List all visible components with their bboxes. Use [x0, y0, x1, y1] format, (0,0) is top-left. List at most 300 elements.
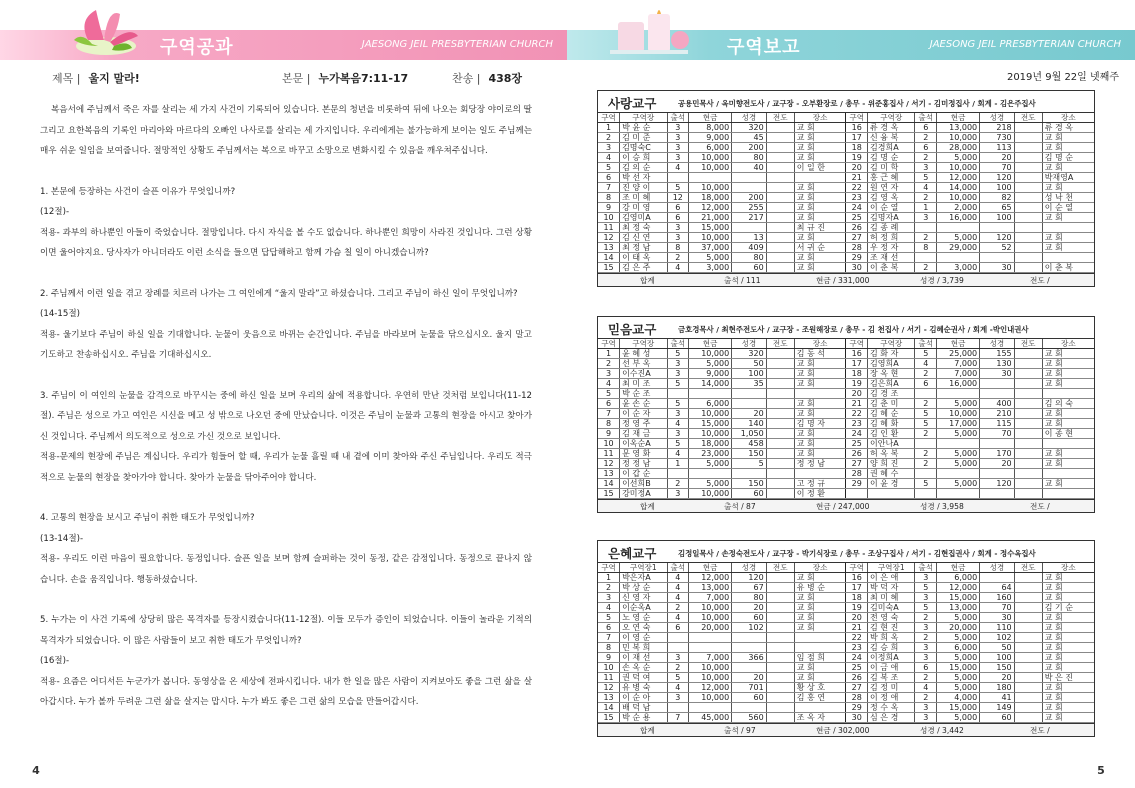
table-cell: 218	[980, 123, 1015, 133]
table-cell	[766, 369, 794, 379]
table-cell: 양 희 진	[868, 459, 915, 469]
question-5: 5. 누가는 이 사건 기록에 상당히 많은 목격자를 등장시켰습니다(11-12절). 이들 모두가 증인이 되었습니다. 이들이 놀라운 기적의 목격자가 되었습니다. 이 많은 사람들이 보고 취한 태도가 무엇입니까? (16절)- 적용- 요즘은 어디서든 누군가가 봅니다. 동영상을 온 세상에 전파시킵니다. 내가 한 일을 많은 사람이 지켜보아도 좋을 그런 삶을 살아갑시다. 누가 볼까 두려운 그런 삶을 살지는 맙시다. 누가 봐도 좋은 그런 삶의 모습을 만들어갑시다.	[40, 615, 532, 707]
table-cell	[1014, 213, 1042, 223]
totals-attendance: 출석 / 87	[724, 502, 756, 512]
table-cell: 3	[915, 213, 937, 223]
table-cell: 김 현 진	[868, 623, 915, 633]
table-cell	[1014, 663, 1042, 673]
table-cell: 150	[980, 663, 1015, 673]
table-cell: 5	[732, 459, 767, 469]
table-cell	[667, 173, 689, 183]
table-cell: 4	[667, 163, 689, 173]
column-header: 전도	[1014, 563, 1042, 573]
table-cell: 67	[732, 583, 767, 593]
table-cell: 이 춘 복	[1042, 263, 1094, 273]
table-row	[598, 613, 1094, 623]
column-header: 구역장	[868, 113, 915, 123]
table-cell: 허 옥 복	[868, 449, 915, 459]
table-cell	[1014, 683, 1042, 693]
table-cell: 조 옥 자	[794, 713, 846, 723]
table-cell: 배 덕 남	[620, 703, 667, 713]
table-cell	[766, 123, 794, 133]
totals-label: 합계	[640, 502, 655, 512]
table-cell: 최 미 혜	[868, 593, 915, 603]
table-cell: 6	[915, 143, 937, 153]
table-cell: 10,000	[689, 673, 732, 683]
totals-evangelism: 전도 /	[1030, 276, 1050, 286]
table-row	[598, 653, 1094, 663]
table-cell: 19	[846, 153, 868, 163]
table-cell: 120	[980, 173, 1015, 183]
table-cell: 2	[598, 133, 620, 143]
table-cell: 김 종 례	[868, 223, 915, 233]
table-cell: 교 회	[1042, 349, 1094, 359]
table-cell: 교 회	[794, 379, 846, 389]
table-cell: 이 순 자	[620, 409, 667, 419]
table-cell	[766, 573, 794, 583]
table-cell: 교 회	[794, 613, 846, 623]
table-cell: 교 회	[794, 263, 846, 273]
table-cell: 14	[598, 253, 620, 263]
table-cell	[1042, 223, 1094, 233]
table-cell: 교 회	[1042, 643, 1094, 653]
table-cell: 11	[598, 673, 620, 683]
table-cell	[667, 389, 689, 399]
table-cell: 3	[915, 623, 937, 633]
table-cell: 14	[598, 703, 620, 713]
table-cell: 7,000	[937, 369, 980, 379]
table-cell: 김은희A	[868, 379, 915, 389]
table-cell	[689, 633, 732, 643]
table-cell: 12	[598, 233, 620, 243]
table-cell: 80	[732, 593, 767, 603]
table-cell: 5	[915, 173, 937, 183]
table-cell	[766, 469, 794, 479]
table-cell: 최 정 남	[620, 243, 667, 253]
table-cell	[1014, 183, 1042, 193]
table-cell: 30	[980, 369, 1015, 379]
table-cell: 이 춘 복	[868, 263, 915, 273]
table-cell	[980, 469, 1015, 479]
table-cell	[1014, 573, 1042, 583]
table-cell: 교 회	[1042, 133, 1094, 143]
table-cell: 김 동 석	[794, 349, 846, 359]
table-cell	[1014, 263, 1042, 273]
table-cell: 400	[980, 399, 1015, 409]
table-cell: 28	[846, 693, 868, 703]
table-cell	[794, 643, 846, 653]
lesson-body	[40, 100, 535, 713]
table-cell	[980, 439, 1015, 449]
table-cell: 4	[598, 603, 620, 613]
table-cell	[980, 389, 1015, 399]
table-cell	[667, 703, 689, 713]
table-cell: 21,000	[689, 213, 732, 223]
question-4: 4. 고통의 현장을 보시고 주님이 취한 태도가 무엇입니까? (13-14절)- 적용- 우리도 이런 마음이 필요합니다. 동정입니다. 슬픈 일을 보며 함께 슬퍼하는 것이 동정, 같은 감정입니다. 동정으로 끝나지 않습니다. 손을 움직입니다. 행동하셨습니다.	[40, 513, 532, 585]
district-totals	[598, 499, 1094, 512]
table-cell: 5,000	[937, 613, 980, 623]
table-cell: 교 회	[794, 143, 846, 153]
table-cell: 교 회	[1042, 233, 1094, 243]
table-cell: 12,000	[689, 683, 732, 693]
column-header: 성경	[980, 339, 1015, 349]
table-cell: 이 은 애	[868, 573, 915, 583]
district-report-grace	[597, 540, 1095, 737]
table-cell: 130	[980, 359, 1015, 369]
table-cell: 8,000	[689, 123, 732, 133]
table-cell: 10,000	[937, 193, 980, 203]
totals-offering: 현금 / 247,000	[816, 502, 870, 512]
table-cell: 10	[598, 663, 620, 673]
table-cell	[667, 633, 689, 643]
table-cell: 김 홍 연	[794, 693, 846, 703]
column-header: 전도	[1014, 339, 1042, 349]
totals-bible: 성경 / 3,739	[920, 276, 964, 286]
table-cell	[766, 653, 794, 663]
table-cell: 16,000	[937, 213, 980, 223]
table-cell: 3	[598, 593, 620, 603]
table-cell: 9,000	[689, 369, 732, 379]
district-staff: 공용민목사 / 옥미향전도사 / 교구장 - 오부환장로 / 총무 - 위준홍집사 / 서기 - 김미정집사 / 회계 - 김은주집사	[678, 99, 1036, 108]
table-cell: 5,000	[937, 429, 980, 439]
table-cell: 5,000	[937, 713, 980, 723]
table-cell: 선 부 옥	[620, 359, 667, 369]
table-cell: 이 순 열	[868, 203, 915, 213]
table-cell: 4	[667, 449, 689, 459]
table-row	[598, 153, 1094, 163]
table-cell: 2	[598, 583, 620, 593]
table-cell	[915, 439, 937, 449]
lesson-title: 울지 말라!	[88, 72, 140, 85]
table-row	[598, 573, 1094, 583]
table-cell	[915, 253, 937, 263]
table-cell	[794, 703, 846, 713]
table-cell	[980, 253, 1015, 263]
table-cell	[1014, 459, 1042, 469]
table-cell: 6	[667, 623, 689, 633]
totals-bible: 성경 / 3,958	[920, 502, 964, 512]
table-cell: 5,000	[937, 633, 980, 643]
table-cell: 10,000	[689, 163, 732, 173]
table-cell: 22	[846, 633, 868, 643]
table-cell: 박은자A	[620, 573, 667, 583]
table-cell: 교 회	[1042, 613, 1094, 623]
table-cell: 교 회	[1042, 593, 1094, 603]
table-cell: 7	[667, 713, 689, 723]
table-cell: 3	[667, 359, 689, 369]
table-cell: 2	[915, 673, 937, 683]
lesson-meta	[52, 70, 547, 88]
table-cell: 진 양 이	[620, 183, 667, 193]
table-cell	[766, 623, 794, 633]
table-cell: 10	[598, 213, 620, 223]
hymn-label: 찬송 |	[452, 72, 481, 85]
table-cell: 조 미 혜	[620, 193, 667, 203]
table-cell: 16	[846, 573, 868, 583]
table-cell: 이 윤 경	[868, 479, 915, 489]
table-cell	[1014, 593, 1042, 603]
table-cell: 2	[915, 193, 937, 203]
table-cell: 7,000	[689, 653, 732, 663]
table-cell: 4	[667, 419, 689, 429]
page-number-left-text: 4	[32, 764, 40, 777]
table-cell: 1	[915, 203, 937, 213]
column-header: 구역장1	[868, 563, 915, 573]
table-cell: 12,000	[689, 573, 732, 583]
table-cell	[937, 439, 980, 449]
table-cell: 박 상 순	[620, 583, 667, 593]
table-cell: 교 회	[794, 183, 846, 193]
table-cell: 217	[732, 213, 767, 223]
table-cell: 김경희A	[868, 143, 915, 153]
table-cell: 27	[846, 683, 868, 693]
table-cell: 고 정 규	[794, 479, 846, 489]
table-cell: 3	[667, 143, 689, 153]
table-cell: 박 은 진	[1042, 673, 1094, 683]
table-cell: 27	[846, 459, 868, 469]
table-cell	[766, 223, 794, 233]
table-row	[598, 133, 1094, 143]
table-cell: 4	[667, 263, 689, 273]
table-cell: 26	[846, 449, 868, 459]
table-cell: 7	[598, 409, 620, 419]
table-cell: 2	[915, 693, 937, 703]
table-row	[598, 233, 1094, 243]
table-cell: 20	[846, 613, 868, 623]
table-cell	[732, 633, 767, 643]
table-cell	[1014, 123, 1042, 133]
table-cell: 16	[846, 349, 868, 359]
table-cell	[766, 359, 794, 369]
table-cell: 4	[667, 683, 689, 693]
table-cell: 13	[598, 469, 620, 479]
table-cell: 교 회	[794, 623, 846, 633]
table-cell	[766, 643, 794, 653]
table-row	[598, 143, 1094, 153]
table-cell: 10	[598, 439, 620, 449]
table-cell: 4	[598, 153, 620, 163]
table-row	[598, 633, 1094, 643]
column-header: 구역	[846, 563, 868, 573]
column-header: 전도	[766, 339, 794, 349]
table-cell: 160	[980, 593, 1015, 603]
table-cell: 교 회	[1042, 143, 1094, 153]
table-cell	[868, 489, 915, 499]
table-cell: 5,000	[937, 683, 980, 693]
table-cell: 3	[915, 573, 937, 583]
table-cell	[766, 449, 794, 459]
table-cell: 황 상 호	[794, 683, 846, 693]
table-cell: 4	[667, 573, 689, 583]
table-cell: 교 회	[1042, 633, 1094, 643]
table-cell	[1014, 643, 1042, 653]
column-header: 장소	[794, 563, 846, 573]
table-cell: 18,000	[689, 439, 732, 449]
table-cell	[766, 163, 794, 173]
table-cell: 320	[732, 349, 767, 359]
table-cell: 20	[732, 409, 767, 419]
table-cell: 4	[915, 359, 937, 369]
table-cell: 교 회	[1042, 459, 1094, 469]
table-row	[598, 469, 1094, 479]
table-cell: 4,000	[937, 693, 980, 703]
table-cell: 120	[980, 233, 1015, 243]
table-cell: 17	[846, 359, 868, 369]
table-cell	[1014, 153, 1042, 163]
column-header: 출석	[915, 339, 937, 349]
table-cell: 4	[667, 583, 689, 593]
column-header: 구역장	[620, 339, 667, 349]
table-cell: 교 회	[1042, 693, 1094, 703]
table-cell: 210	[980, 409, 1015, 419]
table-cell	[766, 489, 794, 499]
table-cell: 20	[980, 459, 1015, 469]
table-cell: 8	[598, 193, 620, 203]
table-cell: 409	[732, 243, 767, 253]
table-cell	[937, 389, 980, 399]
table-row	[598, 713, 1094, 723]
table-row	[598, 163, 1094, 173]
table-cell: 박재영A	[1042, 173, 1094, 183]
table-cell: 김 미 학	[868, 163, 915, 173]
table-cell: 18	[846, 593, 868, 603]
table-cell: 10,000	[937, 409, 980, 419]
table-cell: 3	[915, 593, 937, 603]
table-cell: 5,000	[689, 359, 732, 369]
table-cell: 문 영 화	[620, 449, 667, 459]
table-cell: 17	[846, 133, 868, 143]
table-cell: 성 낙 천	[1042, 193, 1094, 203]
table-cell: 82	[980, 193, 1015, 203]
table-cell: 2	[915, 613, 937, 623]
table-cell: 5,000	[937, 233, 980, 243]
table-cell	[937, 223, 980, 233]
page-number-right	[1087, 762, 1115, 780]
table-cell: 10,000	[689, 603, 732, 613]
table-cell: 2	[667, 603, 689, 613]
table-cell: 1	[598, 573, 620, 583]
table-cell: 6	[667, 213, 689, 223]
table-cell: 김 혜 화	[868, 419, 915, 429]
table-cell: 15,000	[937, 593, 980, 603]
table-cell: 30	[980, 263, 1015, 273]
table-cell: 교 회	[794, 359, 846, 369]
table-cell: 최 미 조	[620, 379, 667, 389]
table-cell: 25,000	[937, 349, 980, 359]
column-header: 현금	[689, 339, 732, 349]
table-cell: 교 회	[794, 213, 846, 223]
table-cell	[766, 683, 794, 693]
table-cell: 10,000	[689, 233, 732, 243]
column-header: 구역	[598, 563, 620, 573]
table-cell: 22	[846, 409, 868, 419]
table-cell: 교 회	[1042, 573, 1094, 583]
table-cell	[766, 673, 794, 683]
column-header: 현금	[689, 113, 732, 123]
table-cell: 2	[667, 479, 689, 489]
table-cell: 3	[598, 143, 620, 153]
table-cell: 29	[846, 703, 868, 713]
table-cell: 9	[598, 429, 620, 439]
table-cell: 149	[980, 703, 1015, 713]
table-cell	[766, 593, 794, 603]
table-cell: 김 복 조	[868, 673, 915, 683]
table-header-row	[598, 563, 1094, 573]
table-cell: 5,000	[937, 653, 980, 663]
table-cell: 4	[915, 683, 937, 693]
table-cell: 2	[915, 399, 937, 409]
table-cell	[1042, 489, 1094, 499]
totals-offering: 현금 / 331,000	[816, 276, 870, 286]
table-cell	[937, 489, 980, 499]
table-cell	[766, 703, 794, 713]
table-cell: 20	[846, 163, 868, 173]
table-cell	[1014, 243, 1042, 253]
table-cell: 2	[915, 633, 937, 643]
table-header-row	[598, 113, 1094, 123]
table-cell: 366	[732, 653, 767, 663]
candle-decoration	[600, 0, 695, 60]
table-cell: 교 회	[794, 153, 846, 163]
table-cell	[766, 243, 794, 253]
table-cell	[766, 193, 794, 203]
table-cell	[1014, 163, 1042, 173]
table-cell	[1014, 633, 1042, 643]
totals-offering: 현금 / 302,000	[816, 726, 870, 736]
table-cell: 6	[598, 399, 620, 409]
column-header: 출석	[915, 113, 937, 123]
table-cell: 23	[846, 643, 868, 653]
table-cell: 교 회	[1042, 183, 1094, 193]
table-row	[598, 693, 1094, 703]
table-cell	[766, 399, 794, 409]
page-number-right-text: 5	[1097, 764, 1105, 777]
table-cell: 11	[598, 449, 620, 459]
table-cell: 21	[846, 399, 868, 409]
district-report-love	[597, 90, 1095, 287]
table-cell: 교 회	[1042, 583, 1094, 593]
table-cell: 이 태 옥	[620, 253, 667, 263]
district-header	[598, 91, 1094, 113]
table-cell	[1014, 623, 1042, 633]
table-cell: 신 영 자	[620, 593, 667, 603]
table-cell: 김미숙A	[868, 603, 915, 613]
table-row	[598, 583, 1094, 593]
table-cell: 26	[846, 673, 868, 683]
table-cell: 김 명 자	[794, 419, 846, 429]
table-cell	[1014, 419, 1042, 429]
table-cell: 김 화 자	[868, 349, 915, 359]
table-cell	[766, 479, 794, 489]
table-cell: 10,000	[689, 489, 732, 499]
totals-label: 합계	[640, 726, 655, 736]
table-cell: 최 정 숙	[620, 223, 667, 233]
table-cell: 10,000	[689, 409, 732, 419]
table-cell	[1014, 713, 1042, 723]
table-cell: 손 옥 순	[620, 663, 667, 673]
column-header: 구역	[598, 113, 620, 123]
table-cell: 140	[732, 419, 767, 429]
table-cell: 3	[667, 489, 689, 499]
table-cell	[766, 143, 794, 153]
table-row	[598, 369, 1094, 379]
question-3: 3. 주님이 이 여인의 눈물을 감격으로 바꾸시는 중에 하신 일을 보며 우리의 삶에 적용합니다. 우연히 만난 것처럼 보입니다(11-12절). 주님은 성으로 가고 여인은 시신을 메고 성 밖으로 나오던 중에 만났습니다. 이것은 주님이 눈물과 고통의 현장을 아시고 찾아가신 것입니다. 주님께서 의도적으로 성으로 가신 것으로 보입니다. 적용-문제의 현장에 주님은 계십니다. 우리가 힘들어 할 때, 우리가 눈물 흘릴 때 내 곁에 이미 찾아와 주신 주님입니다. 우리도 적극적으로 눈물의 현장을 찾아가야 합니다. 찾아가 눈물을 닦아주어야 합니다.	[40, 390, 532, 483]
table-cell: 29,000	[937, 243, 980, 253]
table-row	[598, 359, 1094, 369]
table-cell	[766, 263, 794, 273]
table-cell	[766, 439, 794, 449]
table-cell: 윤 혜 성	[620, 349, 667, 359]
